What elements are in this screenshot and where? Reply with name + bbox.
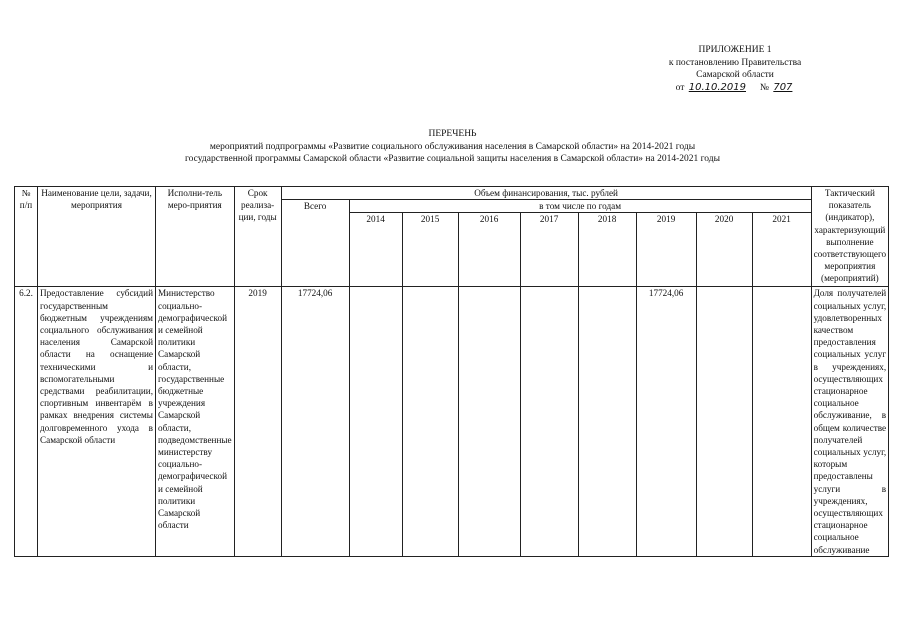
row-year-value — [520, 287, 578, 556]
appendix-block — [640, 44, 830, 94]
header-num: № п/п — [15, 187, 38, 287]
row-year-value — [402, 287, 458, 556]
header-funding: Объем финансирования, тыс. рублей — [281, 187, 811, 200]
header-executor: Исполни-тель меро-приятия — [156, 187, 235, 287]
row-year-value — [458, 287, 520, 556]
row-year-value — [349, 287, 402, 556]
header-term: Срок реализа-ции, годы — [234, 187, 281, 287]
appendix-date-line — [640, 82, 830, 95]
handwritten-number: 707 — [773, 81, 793, 93]
header-year: 2015 — [402, 213, 458, 287]
header-year: 2018 — [578, 213, 636, 287]
measures-table — [14, 186, 889, 557]
header-year: 2019 — [636, 213, 696, 287]
row-year-value — [752, 287, 811, 556]
row-num: 6.2. — [15, 287, 38, 556]
header-name: Наименование цели, задачи, мероприятия — [38, 187, 156, 287]
table-row — [15, 287, 889, 556]
header-year: 2014 — [349, 213, 402, 287]
title-heading: ПЕРЕЧЕНЬ — [428, 129, 477, 139]
row-year-value — [696, 287, 752, 556]
date-prefix: от — [675, 82, 685, 93]
row-name: Предоставление субсидий государственным бюджетным учреждениям социального обслуживания населения Самарской области на оснащение техническими и вспомогательными средствами реабилитации, спортивным инвентарём в рамках внедрения системы долговременного ухода в Самарской области — [38, 287, 156, 556]
header-year: 2021 — [752, 213, 811, 287]
header-year: 2020 — [696, 213, 752, 287]
row-executor: Министерство социально-демографической и семейной политики Самарской области, государственные бюджетные учреждения Самарской области, подведомственные министерству социально-демографической и семейной политики Самарской области — [156, 287, 235, 556]
number-prefix: № — [759, 82, 769, 93]
title-subprogram: мероприятий подпрограммы «Развитие социального обслуживания населения в Самарской области» на 2014-2021 годы — [209, 141, 696, 152]
header-year: 2016 — [458, 213, 520, 287]
appendix-reference: к постановлению Правительства — [668, 57, 802, 68]
handwritten-date: 10.10.2019 — [688, 81, 746, 93]
document-title — [0, 128, 905, 166]
row-year-value: 17724,06 — [636, 287, 696, 556]
row-year-value — [578, 287, 636, 556]
header-indicator: Тактический показатель (индикатор), характеризующий выполнение соответствующего мероприятия (мероприятий) — [811, 187, 889, 287]
header-by-year: в том числе по годам — [349, 200, 811, 213]
row-indicator: Доля получателей социальных услуг, удовлетворенных качеством предоставления социальных услуг в учреждениях, осуществляющих стационарное социальное обслуживание, в общем количестве получателей социальных услуг, которым предоставлены услуги в учреждениях, осуществляющих стационарное социальное обслуживание — [811, 287, 889, 556]
row-total: 17724,06 — [281, 287, 349, 556]
header-year: 2017 — [520, 213, 578, 287]
header-total: Всего — [281, 200, 349, 287]
row-term: 2019 — [234, 287, 281, 556]
appendix-title: ПРИЛОЖЕНИЕ 1 — [698, 45, 772, 55]
title-program: государственной программы Самарской области «Развитие социальной защиты населения в Самарской области» на 2014-2021 годы — [185, 154, 720, 164]
appendix-region: Самарской области — [696, 70, 774, 80]
